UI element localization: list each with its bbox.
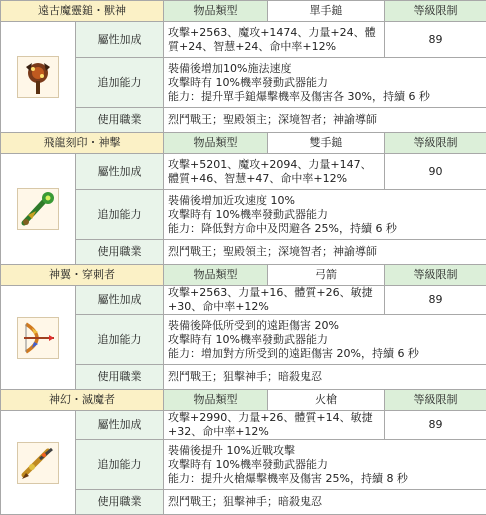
extra-line: 攻擊時有 10%機率發動武器能力 — [168, 458, 482, 472]
item-image-cell — [1, 22, 76, 133]
extra-value — [164, 315, 486, 365]
extra-line: 能力：增加對方所受到的遠距傷害 20%，持續 6 秒 — [168, 347, 482, 361]
type-value: 火槍 — [268, 390, 385, 411]
type-label: 物品類型 — [164, 1, 268, 22]
attr-value: 攻擊+2563、力量+16、體質+26、敏捷+30、命中率+12% — [164, 286, 385, 315]
extra-value — [164, 190, 486, 240]
extra-label: 追加能力 — [76, 58, 164, 108]
extra-line: 裝備後降低所受到的遠距傷害 20% — [168, 319, 482, 333]
attr-value: 攻擊+2563、魔攻+1474、力量+24、體質+24、智慧+24、命中率+12% — [164, 22, 385, 58]
attr-row — [1, 411, 486, 440]
hammer-icon — [17, 56, 59, 98]
job-value: 烈鬥戰王；聖殿領主；深境智者；神諭導師 — [164, 240, 486, 265]
type-value: 單手鎚 — [268, 1, 385, 22]
type-value: 雙手鎚 — [268, 133, 385, 154]
item-name: 神翼・穿刺者 — [1, 265, 164, 286]
type-value: 弓箭 — [268, 265, 385, 286]
attr-value: 攻擊+5201、魔攻+2094、力量+147、體質+46、智慧+47、命中率+12% — [164, 154, 385, 190]
item-header-row — [1, 265, 486, 286]
type-label: 物品類型 — [164, 390, 268, 411]
extra-line: 能力：提升單手鎚爆擊機率及傷害各 30%，持續 6 秒 — [168, 90, 482, 104]
extra-value — [164, 440, 486, 490]
extra-value — [164, 58, 486, 108]
level-label: 等級限制 — [385, 133, 486, 154]
level-label: 等級限制 — [385, 1, 486, 22]
attr-label: 屬性加成 — [76, 154, 164, 190]
item-name: 飛龍刻印・神擊 — [1, 133, 164, 154]
job-value: 烈鬥戰王；狙擊神手；暗殺鬼忍 — [164, 490, 486, 515]
level-value: 90 — [385, 154, 486, 190]
job-value: 烈鬥戰王；狙擊神手；暗殺鬼忍 — [164, 365, 486, 390]
extra-line: 能力：降低對方命中及閃避各 25%，持續 6 秒 — [168, 222, 482, 236]
extra-label: 追加能力 — [76, 315, 164, 365]
item-image-cell — [1, 286, 76, 390]
job-value: 烈鬥戰王；聖殿領主；深境智者；神諭導師 — [164, 108, 486, 133]
dragon-mace-icon — [17, 188, 59, 230]
extra-line: 能力：提升火槍爆擊機率及傷害 25%，持續 8 秒 — [168, 472, 482, 486]
attr-label: 屬性加成 — [76, 286, 164, 315]
level-value: 89 — [385, 411, 486, 440]
item-image-cell — [1, 154, 76, 265]
item-name: 神幻・滅魔者 — [1, 390, 164, 411]
level-label: 等級限制 — [385, 390, 486, 411]
gun-icon — [17, 442, 59, 484]
extra-line: 裝備後提升 10%近戰攻擊 — [168, 444, 482, 458]
extra-line: 裝備後增加近攻速度 10% — [168, 194, 482, 208]
item-image-cell — [1, 411, 76, 515]
item-header-row — [1, 133, 486, 154]
job-label: 使用職業 — [76, 240, 164, 265]
attr-value: 攻擊+2990、力量+26、體質+14、敏捷+32、命中率+12% — [164, 411, 385, 440]
level-value: 89 — [385, 22, 486, 58]
attr-row — [1, 286, 486, 315]
type-label: 物品類型 — [164, 265, 268, 286]
extra-label: 追加能力 — [76, 190, 164, 240]
extra-line: 攻擊時有 10%機率發動武器能力 — [168, 76, 482, 90]
item-header-row — [1, 390, 486, 411]
extra-line: 攻擊時有 10%機率發動武器能力 — [168, 208, 482, 222]
attr-label: 屬性加成 — [76, 411, 164, 440]
attr-label: 屬性加成 — [76, 22, 164, 58]
attr-row — [1, 22, 486, 58]
extra-line: 攻擊時有 10%機率發動武器能力 — [168, 333, 482, 347]
extra-line: 裝備後增加10%施法速度 — [168, 62, 482, 76]
level-label: 等級限制 — [385, 265, 486, 286]
job-label: 使用職業 — [76, 490, 164, 515]
job-label: 使用職業 — [76, 108, 164, 133]
bow-icon — [17, 317, 59, 359]
attr-row — [1, 154, 486, 190]
item-name: 遠古魔靈鎚・獸神 — [1, 1, 164, 22]
extra-label: 追加能力 — [76, 440, 164, 490]
job-label: 使用職業 — [76, 365, 164, 390]
item-header-row — [1, 1, 486, 22]
type-label: 物品類型 — [164, 133, 268, 154]
level-value: 89 — [385, 286, 486, 315]
